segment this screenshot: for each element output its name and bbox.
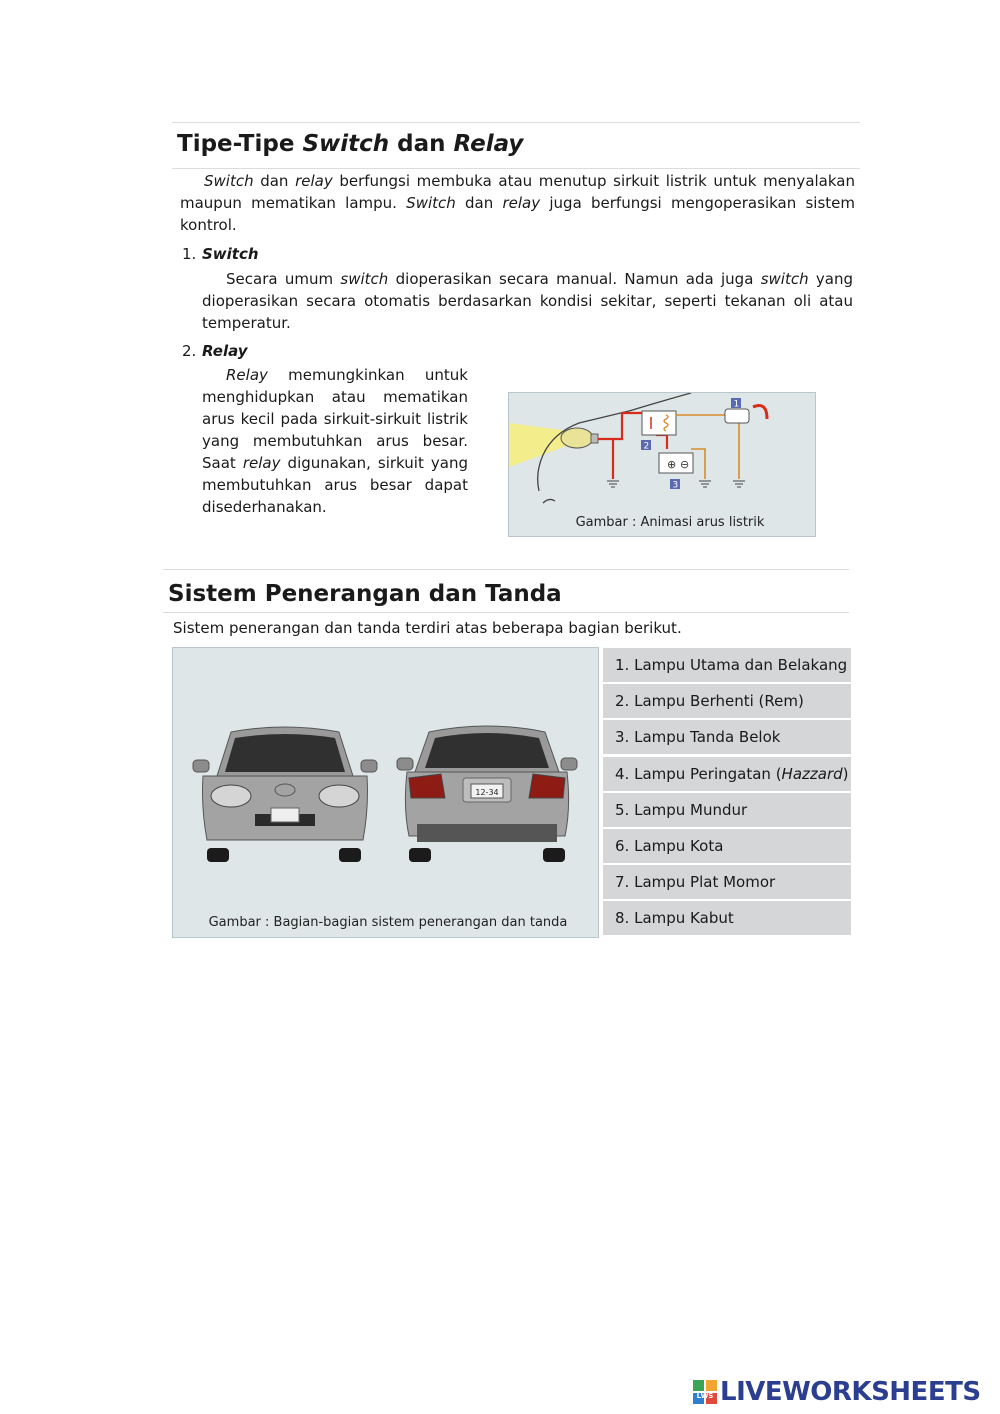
- license-plate-text: 12-34: [475, 788, 499, 797]
- italic-term: switch: [340, 270, 389, 288]
- text-run: dioperasikan secara manual. Namun ada juga: [388, 270, 761, 288]
- battery-minus-symbol: ⊖: [680, 458, 690, 471]
- car-lights-figure: [172, 647, 599, 938]
- headlamp-socket: [591, 434, 598, 443]
- italic-term: relay: [502, 194, 541, 212]
- switch-component: [725, 409, 749, 423]
- section2-title-rule: [163, 612, 849, 613]
- text-run: berfungsi membuka atau menutup sirkuit listrik untuk menyalakan maupun mematikan lampu.: [180, 172, 855, 212]
- text-run: digunakan, sirkuit yang membutuhkan arus besar dapat disederhanakan.: [202, 454, 468, 516]
- item1-number: 1.: [182, 245, 197, 263]
- section1-title: Tipe-Tipe Switch dan Relay: [177, 131, 524, 157]
- section1-top-rule: [172, 122, 860, 123]
- section2-top-rule: [163, 569, 849, 570]
- relay-box: [642, 411, 676, 435]
- logo-mark-icon: [693, 1380, 717, 1404]
- car-rear-view: [397, 726, 577, 862]
- section2-title: Sistem Penerangan dan Tanda: [168, 581, 562, 607]
- light-beam: [509, 423, 569, 467]
- text-run: juga berfungsi mengoperasikan sistem kontrol.: [180, 194, 855, 234]
- logo-mark-letters: LWS: [696, 1392, 714, 1400]
- text-run: Secara umum: [226, 270, 341, 288]
- label-2: 2: [643, 441, 650, 452]
- label-1: 1: [733, 399, 740, 410]
- logo-text: LIVEWORKSHEETS: [720, 1377, 981, 1407]
- text-run: memungkinkan untuk menghidupkan atau mematikan arus kecil pada sirkuit-sirkuit listrik yang membutuhkan arus besar. Saat: [202, 366, 468, 472]
- item1-text: [202, 268, 853, 334]
- italic-term: Relay: [226, 366, 268, 384]
- section1-intro: [180, 170, 855, 236]
- label-3: 3: [672, 480, 679, 491]
- headlamp: [561, 428, 593, 448]
- section2-intro: Sistem penerangan dan tanda terdiri atas beberapa bagian berikut.: [173, 619, 682, 637]
- lamp-list-item: 7. Lampu Plat Momor: [603, 865, 851, 899]
- lamp-list-item: 2. Lampu Berhenti (Rem): [603, 684, 851, 718]
- relay-figure-caption: Gambar : Animasi arus listrik: [575, 515, 765, 530]
- car-bumper-line: [543, 499, 555, 503]
- italic-term: Switch: [204, 172, 254, 190]
- lamp-list-item: 8. Lampu Kabut: [603, 901, 851, 935]
- car-illustration: [173, 648, 598, 937]
- item2-text: [202, 364, 468, 518]
- item2-number: 2.: [182, 342, 197, 360]
- lamp-list-item: 6. Lampu Kota: [603, 829, 851, 863]
- item1-title: Switch: [202, 245, 259, 263]
- item2-title: Relay: [202, 342, 248, 360]
- italic-term: relay: [295, 172, 333, 190]
- text-run: dan: [253, 172, 296, 190]
- section1-title-rule: [172, 168, 860, 169]
- text-run: dan: [455, 194, 503, 212]
- lamp-list-item: 5. Lampu Mundur: [603, 793, 851, 827]
- lamp-list-item: 4. Lampu Peringatan (Hazzard): [603, 757, 851, 791]
- car-front-view: [193, 727, 377, 862]
- lamp-list-item: 3. Lampu Tanda Belok: [603, 720, 851, 754]
- switch-arrow: [753, 406, 767, 420]
- italic-term: relay: [242, 454, 281, 472]
- lamp-list-item: 1. Lampu Utama dan Belakang: [603, 648, 851, 682]
- italic-term: switch: [760, 270, 809, 288]
- liveworksheets-logo: [693, 1377, 981, 1407]
- italic-term: Switch: [406, 194, 456, 212]
- battery-plus-symbol: ⊕: [667, 458, 677, 471]
- text-run: yang dioperasikan secara otomatis berdasarkan kondisi sekitar, seperti tekanan oli atau temperatur.: [202, 270, 854, 332]
- car-figure-caption: Gambar : Bagian-bagian sistem penerangan dan tanda: [208, 915, 568, 930]
